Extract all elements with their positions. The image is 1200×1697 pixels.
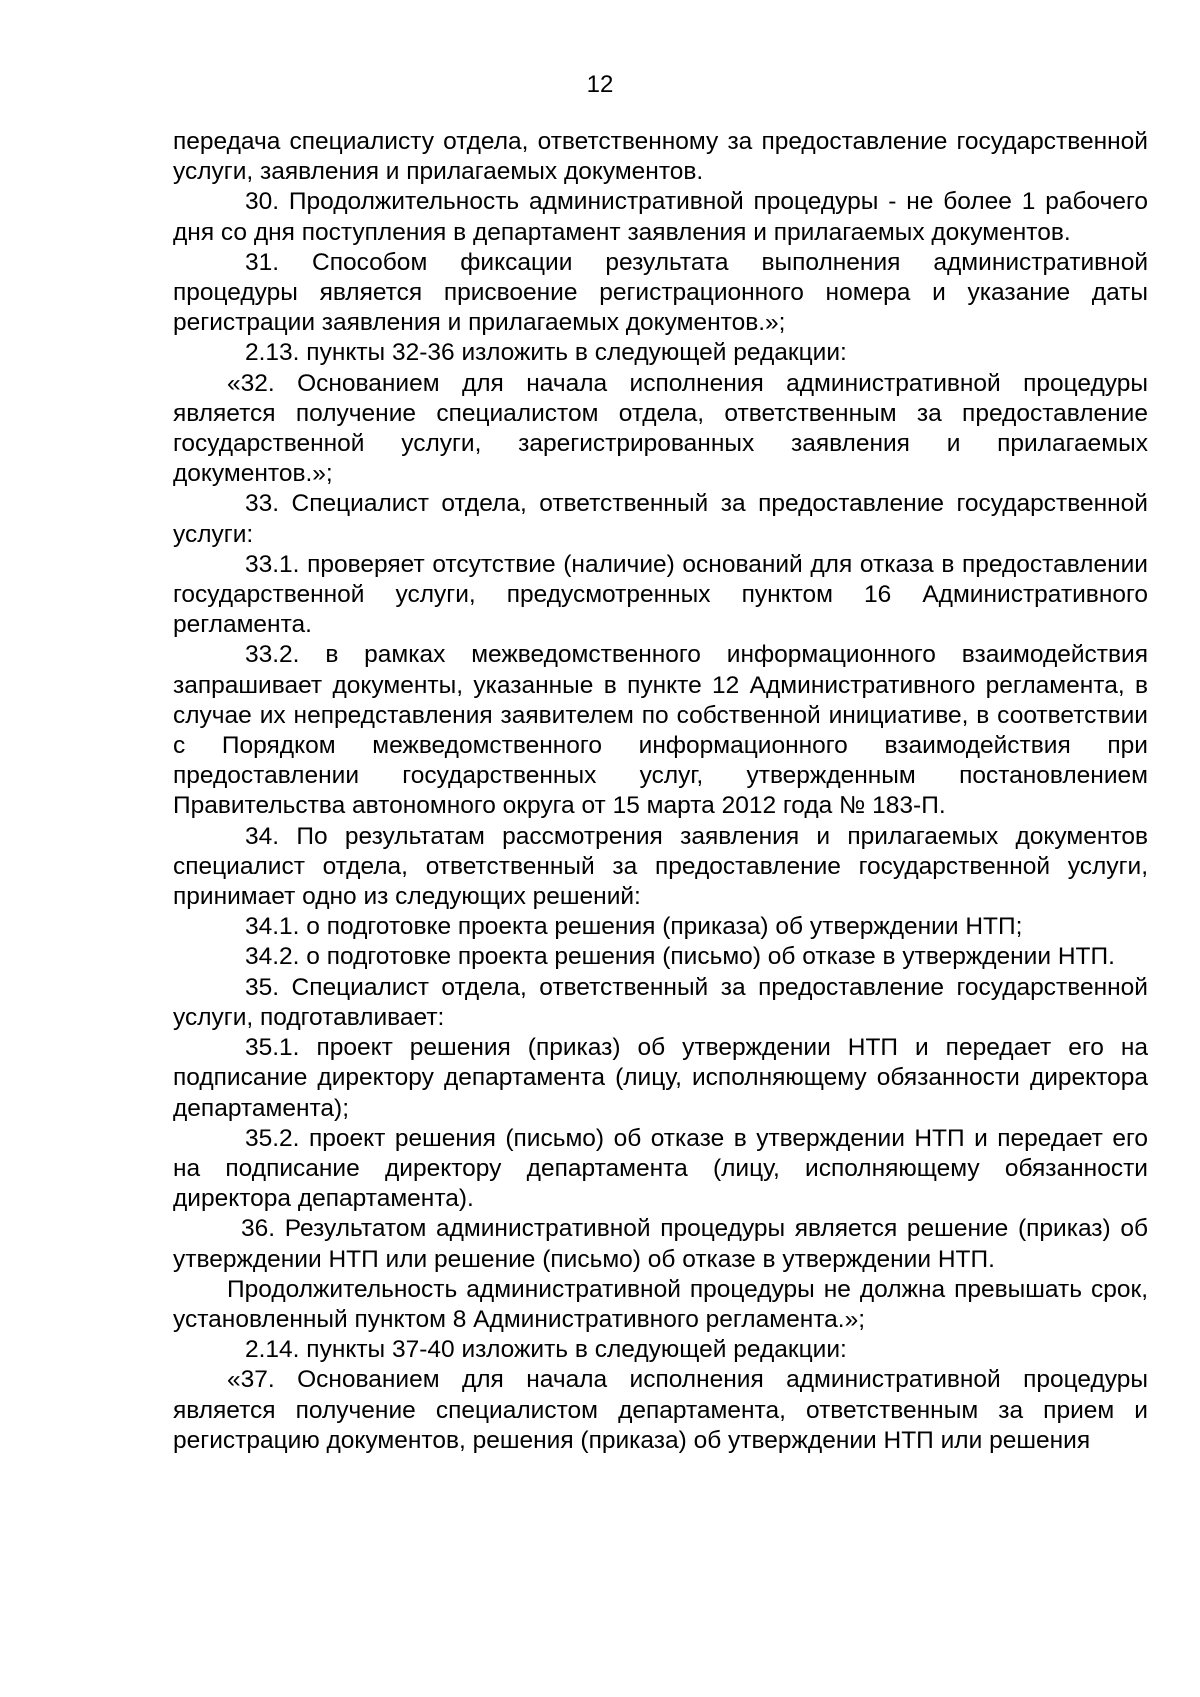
paragraph-34: 34. По результатам рассмотрения заявления и прилагаемых документов специалист отдела, ответственный за предоставление государственной услуги, принимает одно из следующих решений: [173,822,1148,911]
paragraph-35-1: 35.1. проект решения (приказ) об утверждении НТП и передает его на подписание директору департамента (лицу, исполняющему обязанности директора департамента); [173,1034,1148,1122]
paragraph-35-2: 35.2. проект решения (письмо) об отказе в утверждении НТП и передает его на подписание директору департамента (лицу, исполняющему обязанности директора департамента). [173,1124,1148,1213]
paragraph-2-14: 2.14. пункты 37-40 изложить в следующей редакции: [245,1336,847,1364]
paragraph-33-1: 33.1. проверяет отсутствие (наличие) оснований для отказа в предоставлении государственной услуги, предусмотренных пунктом 16 Административного регламента. [173,550,1148,639]
paragraph-30: 30. Продолжительность административной процедуры - не более 1 рабочего дня со дня поступления в департамент заявления и прилагаемых документов. [173,188,1148,246]
paragraph-33: 33. Специалист отдела, ответственный за предоставление государственной услуги: [173,490,1148,548]
paragraph-31: 31. Способом фиксации результата выполнения административной процедуры является присвоение регистрационного номера и указание даты регистрации заявления и прилагаемых документов.»; [173,248,1148,337]
paragraph-37: «37. Основанием для начала исполнения административной процедуры является получение специалистом департамента, ответственным за прием и регистрацию документов, решения (приказа) об утверждении НТП или решения [173,1366,1148,1454]
paragraph-35: 35. Специалист отдела, ответственный за предоставление государственной услуги, подготавливает: [173,973,1148,1031]
paragraph-34-2: 34.2. о подготовке проекта решения (письмо) об отказе в утверждении НТП. [245,943,1115,971]
paragraph-33-2: 33.2. в рамках межведомственного информационного взаимодействия запрашивает документы, указанные в пункте 12 Административного регламента, в случае их непредставления заявителем по собственной инициативе, в соответствии с Порядком межведомственного информационного взаимодействия при предоставлении государственных услуг, утвержденным постановлением Правительства автономного округа от 15 марта 2012 года № 183-П. [173,641,1148,820]
paragraph-32: «32. Основанием для начала исполнения административной процедуры является получение специалистом отдела, ответственным за предоставление государственной услуги, зарегистрированных заявления и прилагаемых документов.»; [173,369,1148,488]
paragraph-continuation: передача специалисту отдела, ответственному за предоставление государственной услуги, заявления и прилагаемых документов. [173,128,1148,186]
document-body [173,127,1148,1456]
paragraph-36: 36. Результатом административной процедуры является решение (приказ) об утверждении НТП или решение (письмо) об отказе в утверждении НТП. [173,1215,1148,1273]
paragraph-34-1: 34.1. о подготовке проекта решения (приказа) об утверждении НТП; [245,913,1023,941]
paragraph-duration: Продолжительность административной процедуры не должна превышать срок, установленный пунктом 8 Административного регламента.»; [173,1275,1148,1333]
page-number: 12 [586,71,614,98]
paragraph-2-13: 2.13. пункты 32-36 изложить в следующей редакции: [245,339,847,367]
